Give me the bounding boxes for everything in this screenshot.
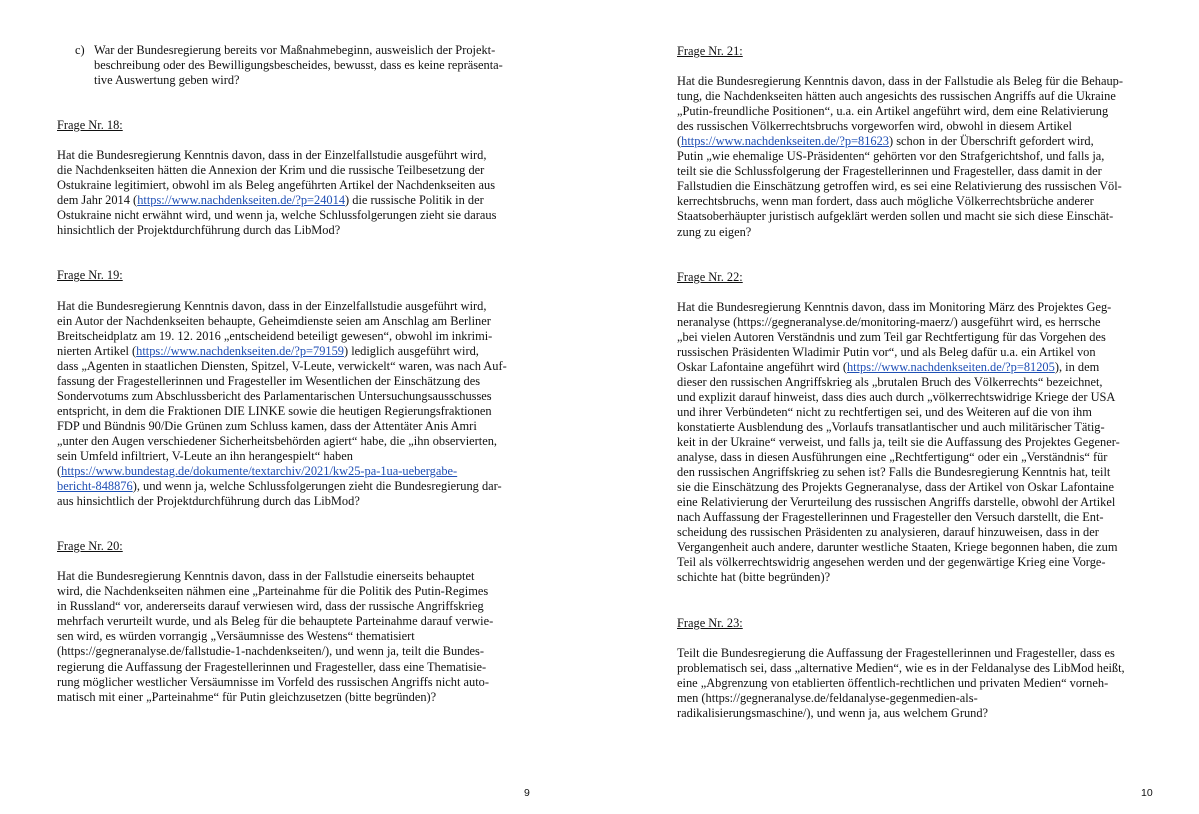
text-line	[677, 495, 1155, 510]
text-segment: „bei vielen Autoren Verständnis und zum Teil gar Rechtfertigung für das Vorgehen des	[677, 329, 1106, 344]
text-line	[677, 510, 1155, 525]
text-segment: konstatierte Ausblendung des „Vorlaufs transatlantischer und auch militärischer Tätig-	[677, 419, 1105, 434]
text-line	[677, 149, 1155, 164]
text-segment: tung, die Nachdenkseiten hätten auch angesichts des russischen Angriffs auf die Ukraine	[677, 89, 1116, 104]
text-line	[677, 345, 1155, 360]
text-segment: dem Jahr 2014 (	[57, 193, 138, 208]
page-number: 9	[524, 787, 530, 799]
text-line	[677, 360, 1155, 375]
text-segment: (https://gegneranalyse.de/fallstudie-1-nachdenkseiten/), und wenn ja, teilt die Bundes-	[57, 644, 485, 659]
text-line	[57, 314, 535, 329]
text-segment: eine Relativierung der Verurteilung des russischen Angriffs darstelle, obwohl der Artikel	[677, 495, 1116, 510]
question-text	[57, 299, 535, 510]
text-segment: und explizit darauf hinweist, dass dies auch durch „völkerrechtswidrige Kriege der USA	[677, 389, 1116, 404]
text-segment: scheidung des russischen Präsidenten zu analysieren, darauf hinzuweisen, dass in der	[677, 525, 1099, 540]
hyperlink[interactable]: https://www.bundestag.de/dokumente/textarchiv/2021/kw25-pa-1ua-uebergabe-	[61, 464, 458, 479]
text-line	[677, 134, 1155, 149]
text-line	[677, 420, 1155, 435]
text-line: beschreibung oder des Bewilligungsbescheides, bewusst, dass es keine repräsenta-	[94, 58, 503, 73]
page-10	[600, 0, 1199, 814]
text-segment: dass „Agenten in staatlichen Diensten, Spitzel, V-Leute, verwickelt“ waren, was nach Auf-	[57, 358, 507, 373]
question-heading: Frage Nr. 19:	[57, 268, 123, 283]
text-line	[677, 465, 1155, 480]
text-line	[677, 646, 1155, 661]
text-segment: matisch mit einer „Parteinahme“ für Putin gleichzusetzen (bitte begründen)?	[57, 689, 437, 704]
text-line	[57, 148, 535, 163]
text-line	[677, 209, 1155, 224]
hyperlink[interactable]: https://www.nachdenkseiten.de/?p=79159	[136, 343, 344, 358]
text-segment: mehrfach verurteilt wurde, und als Beleg für die behauptete Parteinahme darauf verwie-	[57, 614, 494, 629]
text-line	[57, 404, 535, 419]
text-line	[677, 179, 1155, 194]
text-segment: „Putin-freundliche Positionen“, u.a. ein Artikel angeführt wird, dem eine Relativierung	[677, 104, 1109, 119]
list-item-text	[94, 43, 535, 88]
text-segment: Teilt die Bundesregierung die Auffassung der Fragestellerinnen und Fragesteller, dass es	[677, 645, 1115, 660]
text-segment: Hat die Bundesregierung Kenntnis davon, dass im Monitoring März des Projektes Geg-	[677, 299, 1112, 314]
text-line	[677, 525, 1155, 540]
text-line	[677, 570, 1155, 585]
text-segment: Fallstudien die Einschätzung getroffen wird, es sei eine Relativierung des russischen Völ-	[677, 179, 1122, 194]
question-heading: Frage Nr. 22:	[677, 269, 743, 284]
text-line	[57, 434, 535, 449]
text-segment: Staatsoberhäupter juristisch aufgeklärt werden sollen und macht sie sich diese Einschät-	[677, 209, 1114, 224]
text-line	[57, 660, 535, 675]
list-marker: c)	[75, 43, 85, 57]
text-segment: Sondervotums zum Abschlussbericht des Parlamentarischen Untersuchungsausschusses	[57, 388, 492, 403]
question-block	[57, 268, 535, 509]
text-segment: Oskar Lafontaine angeführt wird (	[677, 359, 847, 374]
text-segment: zung zu eigen?	[677, 224, 752, 239]
text-line	[57, 223, 535, 238]
text-line	[677, 661, 1155, 676]
text-line	[57, 584, 535, 599]
text-line	[677, 315, 1155, 330]
text-line	[677, 405, 1155, 420]
text-line	[677, 104, 1155, 119]
text-segment: Putin „wie ehemalige US-Präsidenten“ gehörten vor den Strafgerichtshof, und falls ja,	[677, 149, 1105, 164]
text-segment: fassung der Fragestellerinnen und Fragesteller im Wesentlichen der Einschätzung des	[57, 373, 481, 388]
text-line	[57, 178, 535, 193]
text-line: tive Auswertung geben wird?	[94, 73, 240, 88]
text-segment: FDP und Bündnis 90/Die Grünen zum Schluss kamen, dass der Attentäter Anis Amri	[57, 418, 477, 433]
text-segment: wird, die Nachdenkseiten nähmen eine „Parteinahme für die Politik des Putin-Regimes	[57, 584, 489, 599]
text-line	[57, 614, 535, 629]
hyperlink[interactable]: https://www.nachdenkseiten.de/?p=81623	[681, 134, 889, 149]
text-segment: Vergangenheit auch andere, darunter westliche Staaten, Kriege begonnen haben, die zum	[677, 540, 1118, 555]
text-line	[57, 344, 535, 359]
text-segment: radikalisierungsmaschine/), und wenn ja, aus welchem Grund?	[677, 705, 989, 720]
text-line	[677, 555, 1155, 570]
text-line	[677, 119, 1155, 134]
text-line	[57, 464, 535, 479]
text-segment: ein Autor der Nachdenkseiten behaupte, Geheimdienste seien am Anschlag am Berliner	[57, 313, 491, 328]
text-segment: Teil als völkerrechtswidrig angesehen werden und der gegenwärtige Krieg eine Vorge-	[677, 555, 1106, 570]
text-segment: Hat die Bundesregierung Kenntnis davon, dass in der Einzelfallstudie ausgeführt wird,	[57, 148, 487, 163]
hyperlink[interactable]: https://www.nachdenkseiten.de/?p=24014	[137, 193, 346, 208]
question-text	[677, 646, 1155, 721]
text-segment: die Nachdenkseiten hätten die Annexion der Krim und die russische Teilbesetzung der	[57, 163, 485, 178]
question-block	[677, 270, 1155, 586]
text-line	[57, 599, 535, 614]
text-segment: sie die Einschätzung des Projekts Gegneranalyse, dass der Artikel von Oskar Lafontaine	[677, 480, 1114, 495]
text-line	[677, 706, 1155, 721]
question-block	[57, 539, 535, 704]
text-segment: und ihrer Verbündeten“ nicht zu rechtfertigen sei, und des Weiteren auf die von ihm	[677, 404, 1092, 419]
text-segment: nach Auffassung der Fragestellerinnen und Fragesteller den Versuch darstellt, die Ent-	[677, 510, 1104, 525]
text-line	[57, 329, 535, 344]
text-line	[677, 194, 1155, 209]
text-segment: men (https://gegneranalyse.de/feldanalyse-gegenmedien-als-	[677, 690, 978, 705]
text-segment: sen wird, es würden vorrangig „Versäumnisse des Westens“ thematisiert	[57, 629, 415, 644]
text-line	[677, 375, 1155, 390]
text-line	[677, 480, 1155, 495]
text-line	[677, 164, 1155, 179]
text-segment: problematisch sei, dass „alternative Medien“, wie es in der Feldanalyse des LibMod heißt,	[677, 660, 1125, 675]
question-heading: Frage Nr. 18:	[57, 118, 123, 133]
text-segment: ) die russische Politik in der	[345, 193, 484, 208]
text-segment: entspricht, in dem die Fraktionen DIE LINKE sowie die heutigen Regierungsfraktionen	[57, 403, 492, 418]
text-line	[677, 74, 1155, 89]
text-segment: in Russland“ vor, andererseits darauf verwiesen wird, dass der russische Angriffskrieg	[57, 599, 484, 614]
text-line: War der Bundesregierung bereits vor Maßnahmebeginn, ausweislich der Projekt-	[94, 43, 496, 57]
text-segment: ) schon in der Überschrift gefordert wird,	[888, 134, 1094, 149]
text-line	[57, 299, 535, 314]
text-segment: teilt sie die Schlussfolgerung der Fragestellerinnen und Fragesteller, dass damit in der	[677, 164, 1102, 179]
list-item-c	[57, 43, 535, 88]
text-segment: (	[677, 134, 682, 149]
text-segment: ), in dem	[1054, 359, 1100, 374]
hyperlink[interactable]: bericht-848876	[57, 479, 133, 494]
question-text	[57, 569, 535, 704]
question-block	[677, 616, 1155, 721]
text-segment: rung möglicher westlicher Versäumnisse im Vorfeld des russischen Angriffs nicht auto-	[57, 674, 489, 689]
question-block	[57, 118, 535, 238]
text-line	[677, 691, 1155, 706]
text-segment: schichte hat (bitte begründen)?	[677, 570, 831, 585]
text-line	[57, 389, 535, 404]
text-segment: hinsichtlich der Projektdurchführung durch das LibMod?	[57, 223, 341, 238]
text-segment: dieser den russischen Angriffskrieg als „brutalen Bruch des Völkerrechts“ bezeichnet,	[677, 374, 1103, 389]
text-line	[677, 225, 1155, 240]
text-line	[677, 450, 1155, 465]
text-line	[677, 390, 1155, 405]
text-segment: Ostukraine legitimiert, obwohl im als Beleg angeführten Artikel der Nachdenkseiten aus	[57, 178, 496, 193]
text-segment: analyse, dass in diesen Ausführungen eine „Rechtfertigung“ oder ein „Verständnis“ für	[677, 450, 1108, 465]
text-segment: Hat die Bundesregierung Kenntnis davon, dass in der Fallstudie einerseits behauptet	[57, 569, 475, 584]
text-line	[57, 644, 535, 659]
text-line	[57, 569, 535, 584]
text-segment: regierung die Auffassung der Fragestellerinnen und Fragesteller, dass eine Thematisie-	[57, 659, 487, 674]
text-segment: ) lediglich ausgeführt wird,	[343, 343, 479, 358]
text-line	[677, 330, 1155, 345]
text-segment: Breitscheidplatz am 19. 12. 2016 „entscheidend beteiligt gewesen“, obwohl im inkrimi-	[57, 328, 493, 343]
page-number: 10	[1141, 787, 1153, 799]
text-line	[677, 676, 1155, 691]
text-line	[57, 374, 535, 389]
text-line	[677, 540, 1155, 555]
text-segment: keit in der Ukraine“ verweist, und falls ja, teilt sie die Auffassung des Projektes Gegener-	[677, 435, 1120, 450]
text-segment: Hat die Bundesregierung Kenntnis davon, dass in der Einzelfallstudie ausgeführt wird,	[57, 298, 487, 313]
hyperlink[interactable]: https://www.nachdenkseiten.de/?p=81205	[846, 359, 1055, 374]
text-segment: nierten Artikel (	[57, 343, 137, 358]
page-10-content	[677, 44, 1155, 751]
text-line	[57, 675, 535, 690]
text-segment: Ostukraine nicht erwähnt wird, und wenn ja, welche Schlussfolgerungen zieht sie daraus	[57, 208, 497, 223]
text-line	[57, 449, 535, 464]
question-heading: Frage Nr. 23:	[677, 615, 743, 630]
text-segment: aus hinsichtlich der Projektdurchführung durch das LibMod?	[57, 494, 360, 509]
page-9-content	[57, 43, 535, 735]
text-line	[677, 435, 1155, 450]
text-segment: des russischen Völkerrechtsbruchs vorgeworfen wird, obwohl in diesem Artikel	[677, 119, 1072, 134]
text-line	[57, 208, 535, 223]
text-line	[57, 419, 535, 434]
question-block	[677, 44, 1155, 240]
text-line	[57, 479, 535, 494]
text-line	[57, 163, 535, 178]
text-line	[57, 359, 535, 374]
text-line	[57, 193, 535, 208]
question-heading: Frage Nr. 21:	[677, 44, 743, 58]
question-heading: Frage Nr. 20:	[57, 539, 123, 554]
text-segment: russischen Präsidenten Wladimir Putin vor“, und als Beleg dafür u.a. ein Artikel von	[677, 344, 1096, 359]
text-line	[677, 300, 1155, 315]
text-line	[57, 629, 535, 644]
text-line	[57, 494, 535, 509]
text-segment: eine „Abgrenzung von etablierten öffentlich-rechtlichen und privaten Medien“ vorneh-	[677, 675, 1109, 690]
text-line	[677, 89, 1155, 104]
text-segment: den russischen Angriffskrieg zu sehen ist? Falls die Bundesregierung Kenntnis hat, teilt	[677, 465, 1111, 480]
text-segment: „unter den Augen verschiedener Sicherheitsbehörden agiert“ habe, die „ihn observierten,	[57, 433, 498, 448]
text-segment: neranalyse (https://gegneranalyse.de/monitoring-maerz/) ausgeführt wird, es herrsche	[677, 314, 1101, 329]
text-segment: (	[57, 464, 62, 479]
question-text	[677, 74, 1155, 240]
question-text	[677, 300, 1155, 586]
text-line	[57, 690, 535, 705]
text-segment: kerrechtsbruchs, wenn man fordert, dass auch mögliche Völkerrechtsbrüche anderer	[677, 194, 1094, 209]
text-segment: sein Umfeld infiltriert, V-Leute an ihn herangespielt“ haben	[57, 448, 353, 463]
text-segment: ), und wenn ja, welche Schlussfolgerungen zieht die Bundesregierung dar-	[132, 479, 502, 494]
question-text	[57, 148, 535, 238]
text-segment: Hat die Bundesregierung Kenntnis davon, dass in der Fallstudie als Beleg für die Behaup-	[677, 74, 1123, 89]
